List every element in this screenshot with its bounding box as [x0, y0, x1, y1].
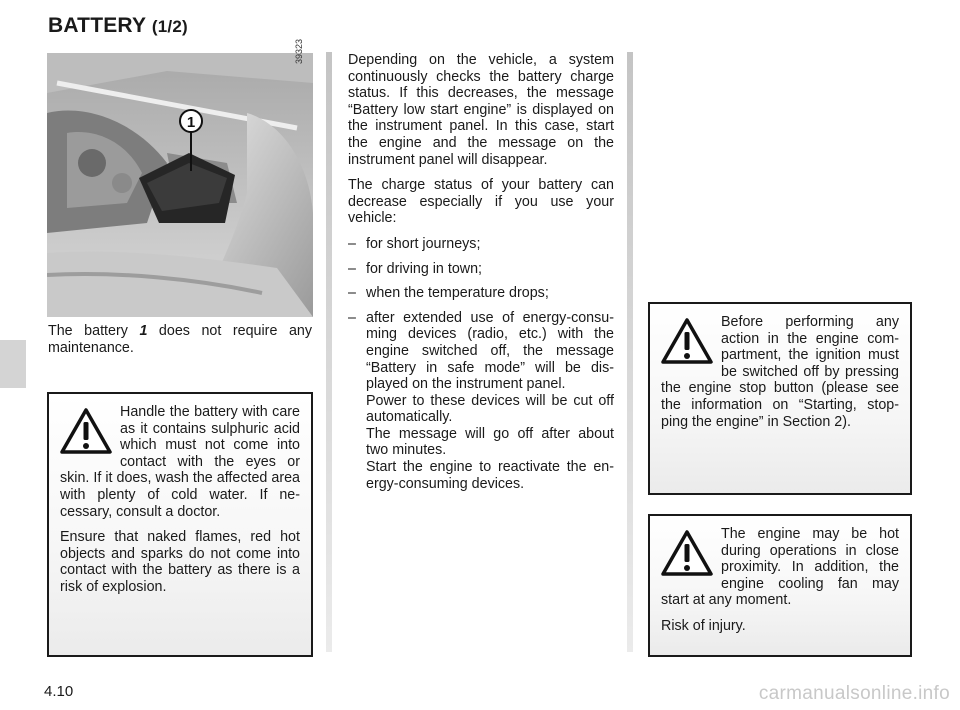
title-text: BATTERY [48, 14, 146, 37]
list-item: – for driving in town; [348, 261, 614, 278]
ignition-warning-box [648, 302, 912, 495]
column-divider-right [627, 52, 633, 652]
watermark: carmanualsonline.info [758, 683, 950, 704]
list-item: – for short journeys; [348, 236, 614, 253]
usage-list [348, 236, 614, 492]
callout-number: 1 [186, 114, 196, 131]
caption-text-start: The battery [48, 323, 140, 339]
warning-triangle-icon [661, 318, 713, 364]
list-item-text: after extended use of energy-consu-ming devices (radio, etc.) with the engine switched off, the message “Battery in safe mode” will be dis-played on the instrument panel. [366, 309, 614, 393]
list-item: – when the temperature drops; [348, 285, 614, 302]
title-part: (1/2) [151, 17, 188, 36]
middle-column [348, 52, 614, 492]
list-item-extra: Start the engine to reactivate the en-ergy-consuming devices. [366, 459, 614, 492]
engine-bay-illustration [47, 53, 313, 317]
column-divider-left [326, 52, 332, 652]
hot-engine-warning-text: The engine may be hot during operations in close proximity. In addition, the engine cooling fan may start at any moment. [661, 526, 899, 609]
caption-text-end: does not require any maintenance. [48, 323, 312, 356]
explosion-warning-text: Ensure that naked flames, red hot objects and sparks do not come into contact with the battery as there is a risk of explosion. [60, 529, 300, 595]
battery-caption [48, 323, 312, 356]
list-item [348, 310, 614, 493]
figure-code: 39323 [294, 38, 304, 64]
page-title [48, 14, 188, 38]
ignition-warning-text: Before performing any action in the engine com-partment, the ignition must be switched off by pressing the engine stop button (please see the information on “Starting, stop-ping the engine” in Section 2). [661, 314, 899, 430]
list-item-extra: The message will go off after about two minutes. [366, 425, 614, 459]
acid-warning-text: Handle the battery with care as it contains sulphuric acid which must not come into contact with the eyes or skin. If it does, wash the affected area with plenty of cold water. If ne-cessary, consult a doctor. [60, 404, 300, 520]
warning-triangle-icon [661, 530, 713, 576]
list-item-extra: Power to these devices will be cut off automatically. [366, 392, 614, 426]
acid-warning-box [47, 392, 313, 657]
engine-bay-photo [47, 53, 313, 317]
injury-warning-text: Risk of injury. [661, 617, 746, 634]
charge-check-paragraph: Depending on the vehicle, a system continuously checks the battery charge status. If this decreases, the message “Battery low start engine” is displayed on the instrument panel. In this case, start the engine and the message on the instrument panel will disappear. [348, 52, 614, 168]
warning-triangle-icon [60, 408, 112, 454]
hot-engine-warning-box [648, 514, 912, 657]
charge-decrease-paragraph: The charge status of your battery can decrease especially if you use your vehicle: [348, 177, 614, 227]
caption-ref: 1 [139, 323, 148, 339]
page-number: 4.10 [44, 683, 74, 700]
section-tab [0, 340, 26, 388]
